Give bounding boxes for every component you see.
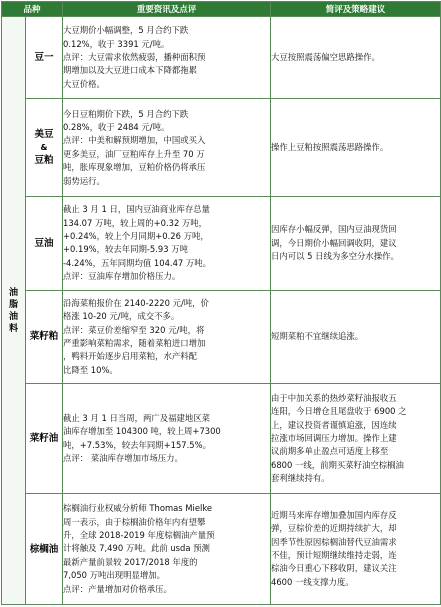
item-name-cell bbox=[26, 99, 63, 197]
news-line: 点评： 菜油库存增加市场压力。 bbox=[63, 453, 183, 464]
table-row bbox=[2, 99, 441, 197]
category-char: 脂 bbox=[8, 299, 18, 310]
advice-line: 6800 一线，前期买菜籽油空棕榈油 bbox=[271, 459, 404, 470]
advice-line: 上，建议投资者谨慎追涨，因连续 bbox=[271, 419, 397, 430]
item-name: 豆粕 bbox=[34, 155, 54, 167]
advice-line: 近期马来库存增加叠加国内库存反 bbox=[271, 509, 397, 520]
table-row bbox=[2, 17, 441, 99]
item-name-cell bbox=[26, 494, 63, 605]
advice-cell bbox=[271, 17, 441, 99]
advice-line: 因季节性原因棕榈油替代豆油需求 bbox=[271, 536, 397, 547]
table-row bbox=[2, 384, 441, 494]
news-line: 0.12%，收于 3391 元/吨。 bbox=[63, 38, 170, 49]
advice-line: 短期菜粕不宜继续追涨。 bbox=[271, 331, 364, 342]
news-line: 沿海菜粕报价在 2140-2220 元/吨，价 bbox=[63, 297, 209, 308]
news-line: 严重影响菜粕需求，随着菜粕进口增加 bbox=[63, 337, 206, 348]
advice-cell bbox=[271, 290, 441, 384]
commodity-table bbox=[1, 1, 441, 605]
news-line: 点评：产量增加对价格承压。 bbox=[63, 583, 172, 594]
item-name: & bbox=[40, 143, 48, 153]
news-cell bbox=[63, 384, 271, 494]
item-name: 菜籽油 bbox=[29, 433, 59, 445]
news-line: 7,050 万吨出现明显增加。 bbox=[63, 570, 166, 581]
news-cell bbox=[63, 99, 271, 197]
item-name: 棕榈油 bbox=[29, 543, 59, 555]
news-line: 大豆价格。 bbox=[63, 78, 105, 89]
news-line: 比降至 10%。 bbox=[63, 364, 118, 375]
item-name: 美豆 bbox=[34, 129, 54, 141]
news-cell bbox=[63, 17, 271, 99]
news-line: -4.24%，五年同期均值 104.47 万吨。 bbox=[63, 257, 212, 268]
news-line: +0.24%，较上个月同期+0.26 万吨， bbox=[63, 230, 209, 241]
advice-line: 弹，豆棕价差的近期持续扩大，却 bbox=[271, 523, 397, 534]
item-name: 豆油 bbox=[34, 237, 54, 249]
news-line: 截止 3 月 1 日当周，两广及福建地区菜 bbox=[63, 412, 210, 423]
news-line: 弱势运行。 bbox=[63, 175, 105, 186]
category-char: 油 bbox=[8, 311, 18, 322]
advice-line: 拉涨市场回调压力增加。操作上建 bbox=[271, 432, 397, 443]
news-line: 棕榈油行业权威分析师 Thomas Mielke bbox=[63, 503, 213, 514]
category-char: 油 bbox=[8, 287, 18, 298]
table-row bbox=[2, 494, 441, 605]
advice-line: 日内可以 5 日线为多空分水操作。 bbox=[271, 251, 399, 262]
advice-line: 大豆按照震荡偏空思路操作。 bbox=[271, 51, 380, 62]
advice-cell bbox=[271, 384, 441, 494]
advice-line: 因库存小幅反弹，国内豆油现货回 bbox=[271, 224, 397, 235]
news-line: 点评：菜豆价差缩窄至 320 元/吨，将 bbox=[63, 324, 205, 335]
advice-cell bbox=[271, 494, 441, 605]
advice-line: 连阳，今日增仓且尾盘收于 6900 之 bbox=[271, 406, 407, 417]
advice-line: 操作上豆粕按照震荡思路操作。 bbox=[271, 142, 389, 153]
advice-line: 由于中加关系的热炒菜籽油报收五 bbox=[271, 392, 397, 403]
news-line: 今日豆粕期价下跌，5 月合约下跌 bbox=[63, 108, 189, 119]
news-line: +0.19%，较去年同期-5.93 万吨 bbox=[63, 244, 188, 255]
news-line: ，鸭料开始逐步启用菜粕，水产料配 bbox=[63, 351, 198, 362]
item-name-cell bbox=[26, 197, 63, 291]
category-cell bbox=[2, 17, 26, 605]
news-line: 吨，胀库现象增加，豆粕价格仍将承压 bbox=[63, 162, 206, 173]
advice-line: 调，今日期价小幅回调收阴，建议 bbox=[271, 237, 397, 248]
news-line: 最新产量前景较 2017/2018 年度的 bbox=[63, 556, 198, 567]
news-line: 期增加以及大豆进口成本下降都拖累 bbox=[63, 65, 198, 76]
news-line: 周一表示，由于棕榈油价格年内有望攀 bbox=[63, 516, 206, 527]
advice-line: 棕油今日重心下移收阴，建议关注 bbox=[271, 563, 397, 574]
header-advice: 简评及策略建议 bbox=[271, 2, 441, 17]
item-name: 菜籽粕 bbox=[29, 331, 59, 343]
news-line: 大豆期价小幅调整，5 月合约下跌 bbox=[63, 25, 189, 36]
news-line: 油库存增加至 104300 吨，较上周+7300 bbox=[63, 426, 221, 437]
table-row bbox=[2, 290, 441, 384]
advice-cell bbox=[271, 99, 441, 197]
item-name-cell bbox=[26, 17, 63, 99]
news-line: 计将触及 7,490 万吨。此前 usda 预测 bbox=[63, 543, 210, 554]
news-cell bbox=[63, 197, 271, 291]
news-line: 更多美豆，油厂豆粕库存上升至 70 万 bbox=[63, 148, 205, 159]
news-line: 截止 3 月 1 日，国内豆油商业库存总量 bbox=[63, 204, 210, 215]
item-name-cell bbox=[26, 290, 63, 384]
news-line: 0.28%，收于 2484 元/吨。 bbox=[63, 121, 170, 132]
advice-line: 套利继续持有。 bbox=[271, 473, 330, 484]
news-cell bbox=[63, 290, 271, 384]
header-type: 品种 bbox=[2, 2, 63, 17]
news-line: 格涨 10-20 元/吨，成交不多。 bbox=[63, 311, 180, 322]
advice-line: 不佳，预计短期继续维持走弱，连 bbox=[271, 550, 397, 561]
advice-cell bbox=[271, 197, 441, 291]
item-name-cell bbox=[26, 384, 63, 494]
news-line: 升，全球 2018-2019 年度棕榈油产量预 bbox=[63, 529, 215, 540]
table-header-row bbox=[2, 2, 441, 17]
table-row bbox=[2, 197, 441, 291]
news-line: 吨，+7.53%，较去年同期+157.5%。 bbox=[63, 439, 211, 450]
news-line: 点评：大豆需求依然疲弱，播种面积预 bbox=[63, 51, 206, 62]
news-cell bbox=[63, 494, 271, 605]
advice-line: 议前期多单止盈点可适度上移至 bbox=[271, 446, 389, 457]
news-line: 134.07 万吨，较上周的+0.32 万吨， bbox=[63, 217, 208, 228]
category-char: 料 bbox=[8, 323, 18, 334]
news-line: 点评：豆油库存增加价格压力。 bbox=[63, 271, 181, 282]
header-news: 重要资讯及点评 bbox=[63, 2, 271, 17]
news-line: 点评：中美和解预期增加，中国或买入 bbox=[63, 135, 206, 146]
advice-line: 4600 一线支撑力度。 bbox=[271, 576, 354, 587]
item-name: 豆一 bbox=[34, 52, 54, 64]
